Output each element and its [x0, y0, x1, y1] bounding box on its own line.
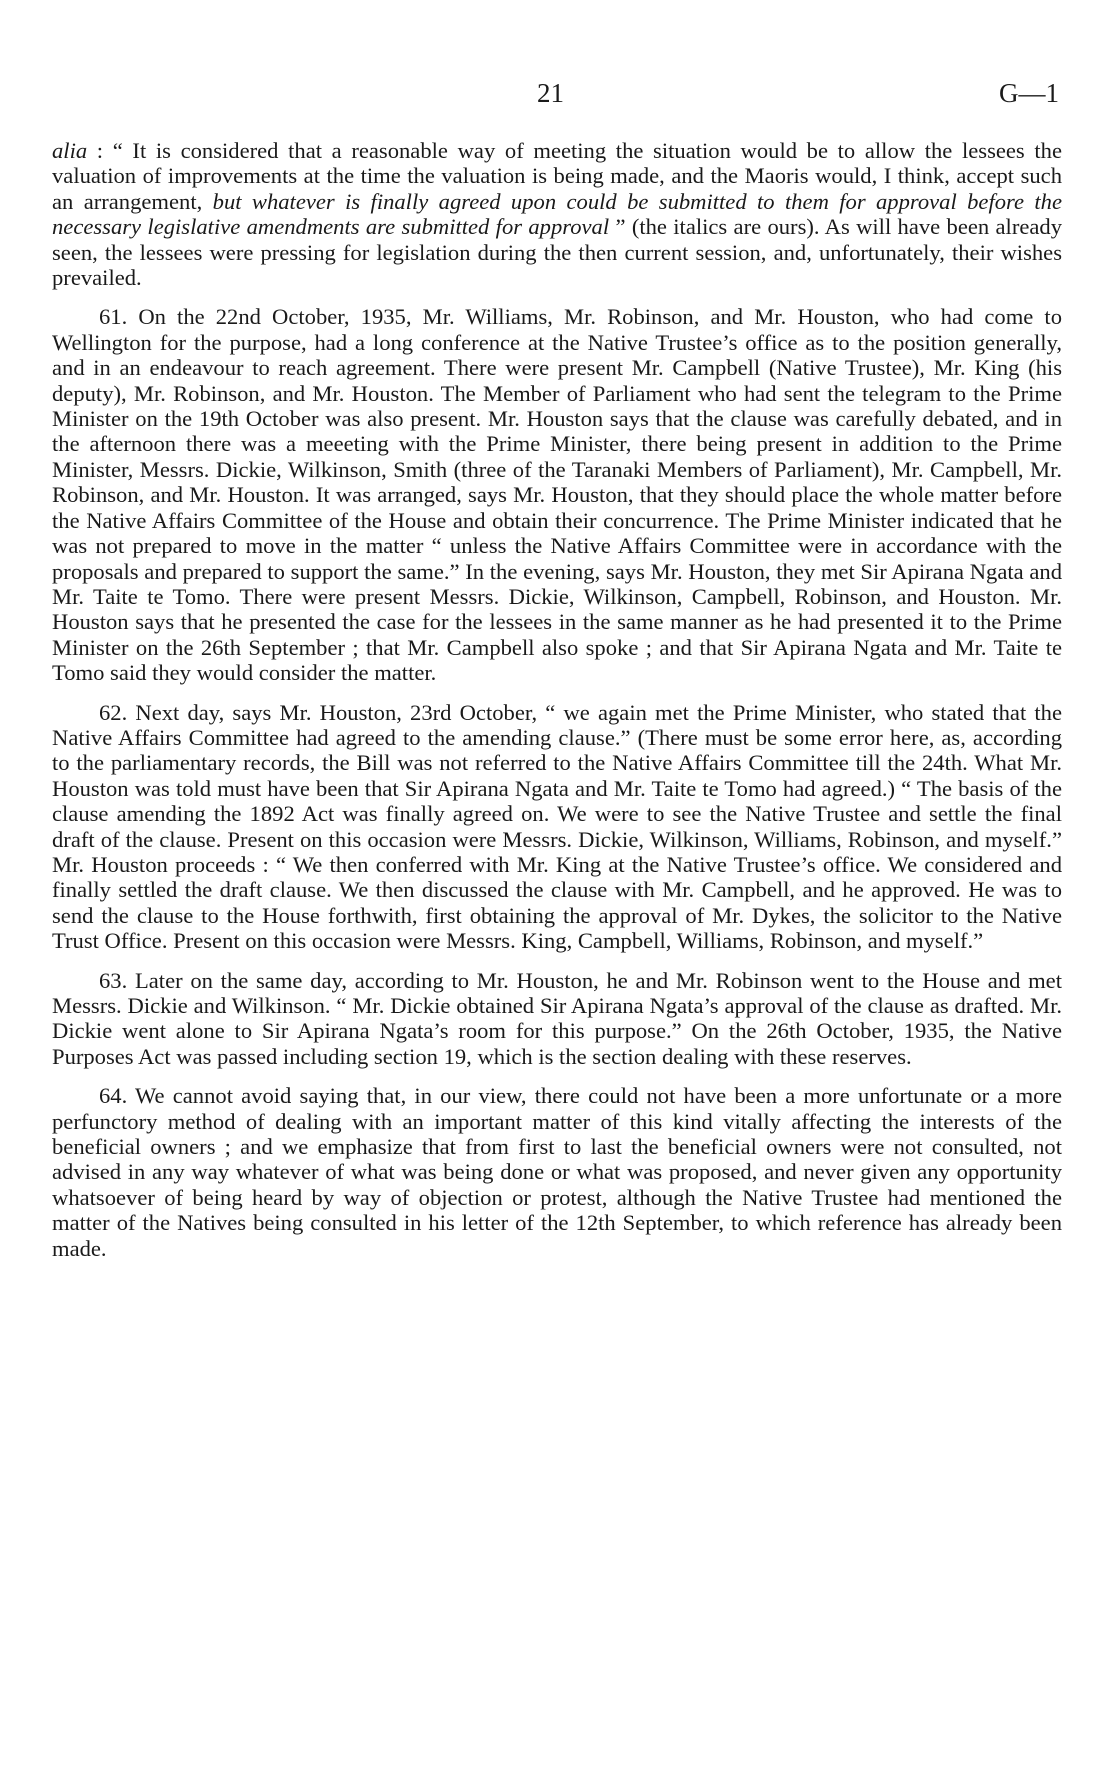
paragraph-64: 64. We cannot avoid saying that, in our view, there could not have been a more unfortunate or a more perfunctory method of dealing with an important matter of this kind vitally affecting the interests of the beneficial owners ; and we emphasize that from first to last the beneficial owners were not consulted, not advised in any way whatever of what was being done or what was proposed, and never given any opportunity whatsoever of being heard by way of objection or protest, although the Native Trustee had mentioned the matter of the Natives being consulted in his letter of the 12th September, to which reference has already been made.	[52, 1083, 1062, 1261]
paragraph-62: 62. Next day, says Mr. Houston, 23rd October, “ we again met the Prime Minister, who stated that the Native Affairs Committee had agreed to the amending clause.” (There must be some error here, as, according to the parliamentary records, the Bill was not referred to the Native Affairs Committee till the 24th. What Mr. Houston was told must have been that Sir Apirana Ngata and Mr. Taite te Tomo had agreed.) “ The basis of the clause amending the 1892 Act was finally agreed on. We were to see the Native Trustee and settle the final draft of the clause. Present on this occasion were Messrs. Dickie, Wilkinson, Williams, Robinson, and myself.” Mr. Houston proceeds : “ We then conferred with Mr. King at the Native Trustee’s office. We considered and finally settled the draft clause. We then discussed the clause with Mr. Campbell, and he approved. He was to send the clause to the House forthwith, first obtaining the approval of Mr. Dykes, the solicitor to the Native Trust Office. Present on this occasion were Messrs. King, Campbell, Williams, Robinson, and myself.”	[52, 699, 1062, 954]
latin-lead-word: alia	[52, 138, 88, 163]
document-reference: G—1	[999, 78, 1059, 108]
paragraph-text: ” (the italics are ours). As will have been already seen, the lessees were pressing for legislation during the then current session, and, unfortunately, their wishes prevailed.	[52, 214, 1062, 291]
page-number: 21	[537, 78, 564, 108]
paragraph-63: 63. Later on the same day, according to Mr. Houston, he and Mr. Robinson went to the House and met Messrs. Dickie and Wilkinson. “ Mr. Dickie obtained Sir Apirana Ngata’s approval of the clause as drafted. Mr. Dickie went alone to Sir Apirana Ngata’s room for this purpose.” On the 26th October, 1935, the Native Purposes Act was passed including section 19, which is the section dealing with these reserves.	[52, 967, 1062, 1069]
paragraph-continuation	[52, 138, 1062, 290]
page-header	[0, 78, 1114, 118]
italic-quote: but whatever is finally agreed upon could be submitted to them for approval before the necessary legislative amendments are submitted for approval	[52, 188, 1062, 240]
paragraph-61: 61. On the 22nd October, 1935, Mr. Williams, Mr. Robinson, and Mr. Houston, who had come to Wellington for the purpose, had a long conference at the Native Trustee’s office as to the position generally, and in an endeavour to reach agreement. There were present Mr. Campbell (Native Trustee), Mr. King (his deputy), Mr. Robinson, and Mr. Houston. The Member of Parliament who had sent the telegram to the Prime Minister on the 19th October was also present. Mr. Houston says that the clause was carefully debated, and in the afternoon there was a meeeting with the Prime Minister, there being present in addition to the Prime Minister, Messrs. Dickie, Wilkinson, Smith (three of the Taranaki Members of Parliament), Mr. Campbell, Mr. Robinson, and Mr. Houston. It was arranged, says Mr. Houston, that they should place the whole matter before the Native Affairs Committee of the House and obtain their concurrence. The Prime Minister indicated that he was not prepared to move in the matter “ unless the Native Affairs Committee were in accordance with the proposals and prepared to support the same.” In the evening, says Mr. Houston, they met Sir Apirana Ngata and Mr. Taite te Tomo. There were present Messrs. Dickie, Wilkinson, Campbell, Robinson, and Houston. Mr. Houston says that he presented the case for the lessees in the same manner as he had presented it to the Prime Minister on the 26th September ; that Mr. Campbell also spoke ; and that Sir Apirana Ngata and Mr. Taite te Tomo said they would consider the matter.	[52, 304, 1062, 686]
paragraph-text: : “ It is considered that a reasonable way of meeting the situation would be to allow the lessees the valuation of improvements at the time the valuation is being made, and the Maoris would, I think, accept such an arrangement,	[52, 138, 1062, 214]
document-body	[52, 138, 1062, 1275]
